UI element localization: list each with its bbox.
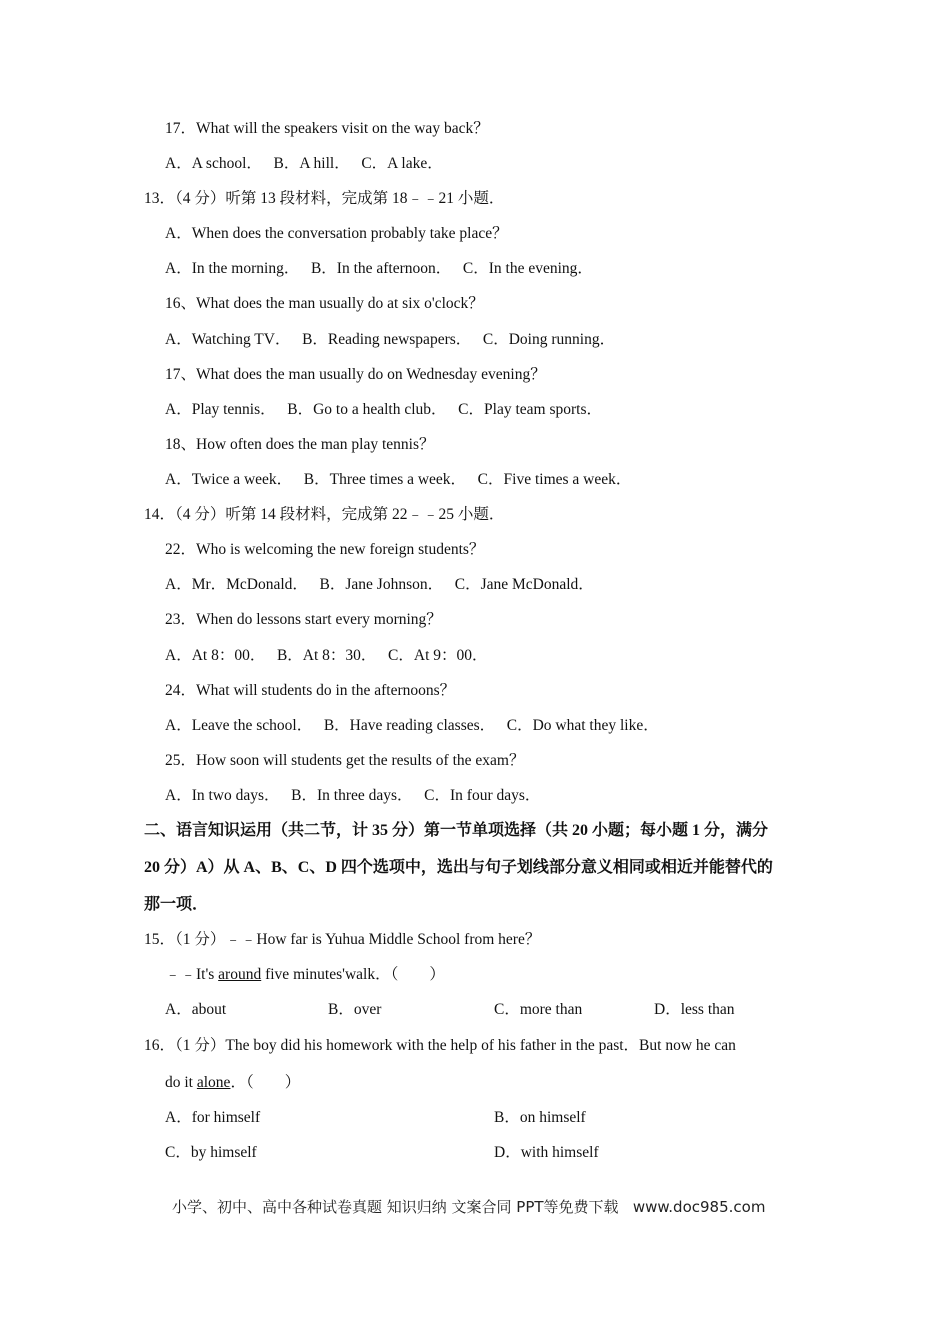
q15-option-d: D．less than bbox=[654, 1001, 735, 1018]
footer-watermark: 小学、初中、高中各种试卷真题 知识归纳 文案合同 PPT等免费下载 www.doc985.com bbox=[172, 1198, 766, 1216]
question-16b: 16．（1 分）The boy did his homework with the help of his father in the past．But now he can bbox=[144, 1037, 736, 1054]
section-2-header-line2: 20 分）A）从 A、B、C、D 四个选项中，选出与句子划线部分意义相同或相近并能替代的 bbox=[144, 859, 773, 876]
section-14-header: 14．（4 分）听第 14 段材料，完成第 22﹣﹣25 小题． bbox=[144, 506, 505, 523]
options-25: A．In two days． B．In three days． C．In four days． bbox=[165, 787, 541, 804]
section-2-header-line3: 那一项． bbox=[144, 896, 209, 913]
question-15: 15．（1 分）﹣﹣How far is Yuhua Middle School from here？ bbox=[144, 931, 541, 948]
q15-suffix: five minutes'walk．（ ） bbox=[261, 966, 445, 983]
options-22: A．Mr．McDonald． B．Jane Johnson． C．Jane McDonald． bbox=[165, 576, 594, 593]
q15-option-c: C．more than bbox=[494, 1001, 583, 1018]
q16-option-d: D．with himself bbox=[494, 1144, 599, 1161]
options-24: A．Leave the school． B．Have reading classes． C．Do what they like． bbox=[165, 717, 659, 734]
q15-underlined-word: around bbox=[218, 966, 262, 983]
q16-option-c: C．by himself bbox=[165, 1144, 257, 1161]
options-16: A．Watching TV． B．Reading newspapers． C．Doing running． bbox=[165, 331, 616, 348]
question-23: 23．When do lessons start every morning？ bbox=[165, 611, 442, 628]
options-23: A．At 8：00． B．At 8：30． C．At 9：00． bbox=[165, 647, 488, 664]
question-24: 24．What will students do in the afternoons？ bbox=[165, 682, 456, 699]
question-25: 25．How soon will students get the results of the exam？ bbox=[165, 752, 525, 769]
question-13a: A．When does the conversation probably take place？ bbox=[165, 225, 508, 242]
q15-prefix: ﹣﹣It's bbox=[165, 966, 219, 983]
q16-prefix: do it bbox=[165, 1074, 197, 1091]
q16-option-b: B．on himself bbox=[494, 1109, 586, 1126]
question-17: 17．What will the speakers visit on the way back？ bbox=[165, 120, 489, 137]
options-17b: A．Play tennis． B．Go to a health club． C．Play team sports． bbox=[165, 401, 602, 418]
q15-option-b: B．over bbox=[328, 1001, 382, 1018]
question-16b-line2 bbox=[165, 1073, 300, 1093]
section-2-header-line1: 二、语言知识运用（共二节，计 35 分）第一节单项选择（共 20 小题；每小题 1 分，满分 bbox=[144, 822, 769, 839]
q16-option-a: A．for himself bbox=[165, 1109, 261, 1126]
options-17: A．A school． B．A hill． C．A lake． bbox=[165, 155, 443, 172]
question-16: 16、What does the man usually do at six o'clock？ bbox=[165, 295, 484, 312]
q15-option-a: A．about bbox=[165, 1001, 227, 1018]
question-17b: 17、What does the man usually do on Wednesday evening？ bbox=[165, 366, 546, 383]
question-18: 18、How often does the man play tennis？ bbox=[165, 436, 435, 453]
q16-suffix: ．（ ） bbox=[230, 1074, 301, 1091]
question-22: 22．Who is welcoming the new foreign students？ bbox=[165, 541, 485, 558]
options-13a: A．In the morning． B．In the afternoon． C．In the evening． bbox=[165, 260, 593, 277]
q16-underlined-word: alone bbox=[196, 1074, 231, 1091]
options-18: A．Twice a week． B．Three times a week． C．Five times a week． bbox=[165, 471, 632, 488]
section-13-header: 13．（4 分）听第 13 段材料，完成第 18﹣﹣21 小题． bbox=[144, 190, 505, 207]
question-15-answer-line bbox=[165, 965, 445, 985]
